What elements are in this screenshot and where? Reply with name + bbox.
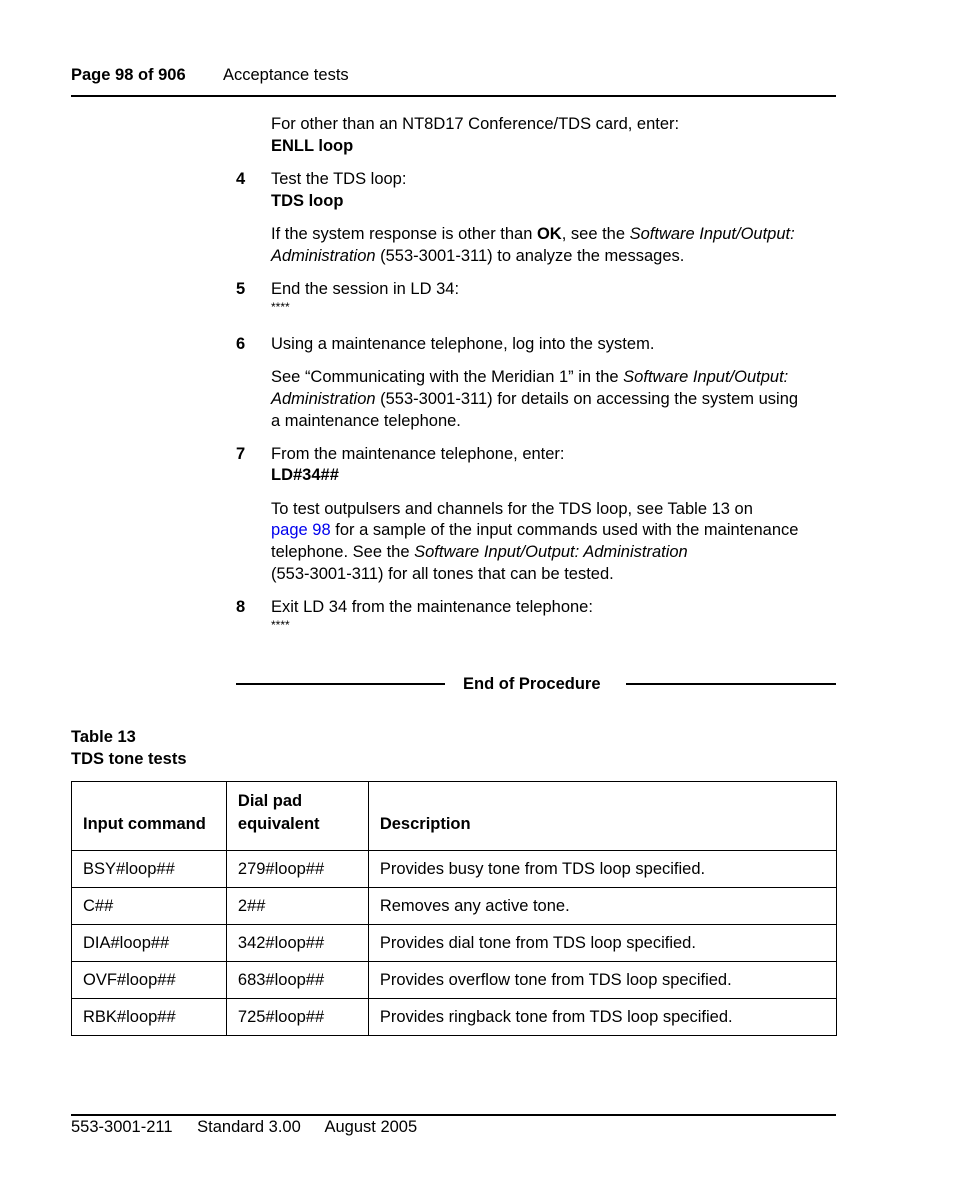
cell-input-command: C##: [72, 888, 227, 925]
step-7-number: 7: [236, 445, 246, 463]
table-row: [72, 888, 837, 925]
footer-rule: [71, 1114, 836, 1116]
cell-dial-pad: 342#loop##: [226, 925, 368, 962]
table-caption-number: Table 13: [71, 728, 136, 746]
cell-dial-pad: 2##: [226, 888, 368, 925]
page-header: [71, 66, 836, 96]
cell-description: Provides busy tone from TDS loop specified.: [368, 851, 836, 888]
step-6-note-line2: [271, 388, 798, 410]
header-text: Dial pad: [237, 792, 303, 810]
step-6-text: Using a maintenance telephone, log into the system.: [271, 335, 655, 353]
publication-date: August 2005: [324, 1118, 418, 1136]
cell-input-command: OVF#loop##: [72, 962, 227, 999]
header-text: equivalent: [237, 815, 320, 833]
note-text: , see the: [561, 225, 630, 243]
step-6-number: 6: [236, 335, 246, 353]
step-7-note-line2: [271, 519, 798, 541]
intro-text: For other than an NT8D17 Conference/TDS card, enter:: [271, 115, 680, 133]
step-7-note-line1: To test outpulsers and channels for the TDS loop, see Table 13 on: [271, 500, 753, 518]
doc-reference: Software Input/Output: Administration: [414, 543, 688, 561]
ok-response: OK: [536, 225, 562, 243]
cell-input-command: DIA#loop##: [72, 925, 227, 962]
page-98-link[interactable]: page 98: [271, 521, 331, 539]
standard-version: Standard 3.00: [197, 1118, 301, 1136]
step-5-command: ****: [271, 300, 290, 314]
tds-tone-tests-table: [71, 781, 837, 1036]
note-text: (553-3001-311) to analyze the messages.: [375, 247, 685, 265]
header-input-command: Input command: [72, 782, 227, 851]
table-header-row: [72, 782, 837, 851]
cell-input-command: BSY#loop##: [72, 851, 227, 888]
end-of-procedure-label: End of Procedure: [463, 675, 601, 693]
section-title: Acceptance tests: [223, 66, 349, 84]
step-4-command: TDS loop: [271, 192, 344, 210]
table-row: [72, 999, 837, 1036]
cell-dial-pad: 725#loop##: [226, 999, 368, 1036]
intro-command: ENLL loop: [271, 137, 354, 155]
note-text: See “Communicating with the Meridian 1” in the: [271, 368, 624, 386]
doc-reference: Software Input/Output:: [629, 225, 795, 243]
doc-reference: Administration: [271, 390, 376, 408]
step-4-note-line1: [271, 223, 795, 245]
table-row: [72, 851, 837, 888]
header-rule: [71, 95, 836, 97]
note-text: If the system response is other than: [271, 225, 537, 243]
step-7-note-line4: (553-3001-311) for all tones that can be tested.: [271, 565, 614, 583]
end-of-procedure-rule-right: [626, 683, 836, 685]
page-number: Page 98 of 906: [71, 66, 186, 84]
step-7-note-line3: [271, 541, 688, 563]
table-row: [72, 925, 837, 962]
doc-reference: Administration: [271, 247, 376, 265]
step-8-command: ****: [271, 618, 290, 632]
step-7-command: LD#34##: [271, 466, 339, 484]
cell-description: Provides dial tone from TDS loop specified.: [368, 925, 836, 962]
doc-reference: Software Input/Output:: [623, 368, 789, 386]
page-footer: [71, 1118, 437, 1137]
step-6-note-line1: [271, 366, 788, 388]
step-4-note-line2: [271, 245, 684, 267]
cell-dial-pad: 683#loop##: [226, 962, 368, 999]
header-dial-pad-equivalent: [226, 782, 368, 851]
cell-dial-pad: 279#loop##: [226, 851, 368, 888]
step-4-text: Test the TDS loop:: [271, 170, 407, 188]
cell-description: Provides ringback tone from TDS loop specified.: [368, 999, 836, 1036]
cell-description: Removes any active tone.: [368, 888, 836, 925]
step-8-text: Exit LD 34 from the maintenance telephone:: [271, 598, 593, 616]
note-text: (553-3001-311) for details on accessing the system using: [375, 390, 799, 408]
step-8-number: 8: [236, 598, 246, 616]
table-row: [72, 962, 837, 999]
cell-input-command: RBK#loop##: [72, 999, 227, 1036]
step-7-text: From the maintenance telephone, enter:: [271, 445, 565, 463]
step-5-text: End the session in LD 34:: [271, 280, 460, 298]
cell-description: Provides overflow tone from TDS loop specified.: [368, 962, 836, 999]
document-number: 553-3001-211: [71, 1118, 173, 1136]
note-text: telephone. See the: [271, 543, 415, 561]
end-of-procedure-rule-left: [236, 683, 445, 685]
step-5-number: 5: [236, 280, 246, 298]
header-description: Description: [368, 782, 836, 851]
step-4-number: 4: [236, 170, 246, 188]
table-caption-title: TDS tone tests: [71, 750, 187, 768]
note-text: for a sample of the input commands used with the maintenance: [330, 521, 799, 539]
step-6-note-line3: a maintenance telephone.: [271, 412, 461, 430]
